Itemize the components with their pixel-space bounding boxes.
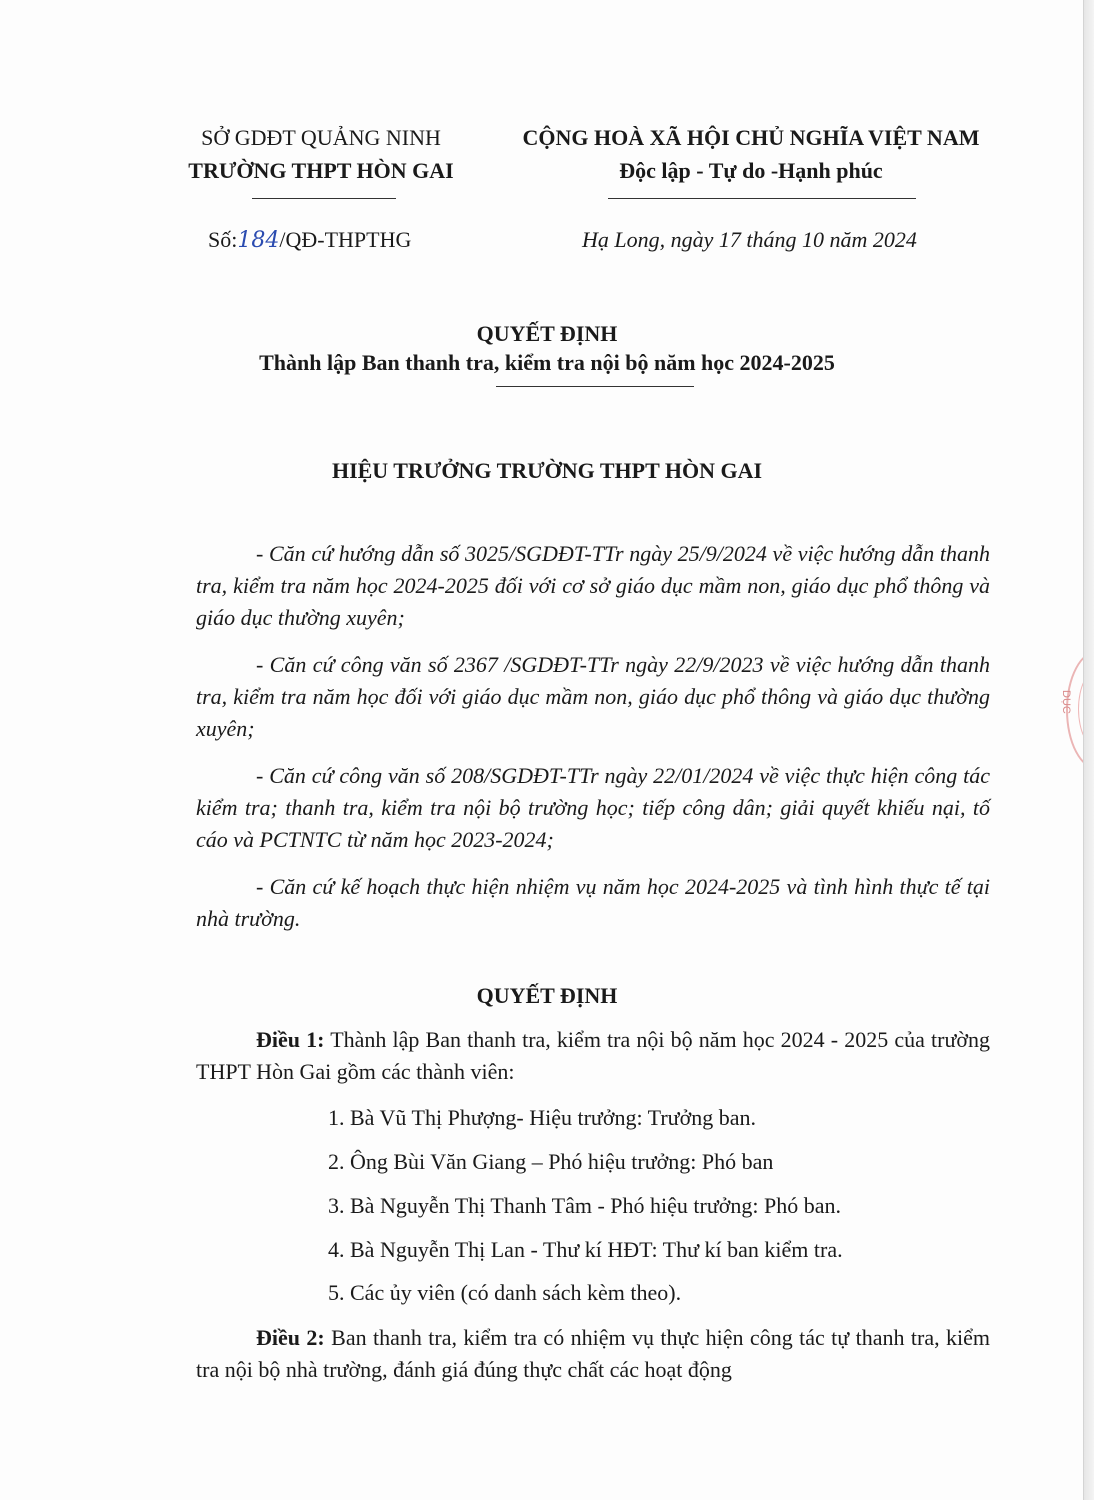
article-1 [196, 1024, 990, 1088]
document-number [208, 224, 411, 257]
article-2-text: Ban thanh tra, kiểm tra có nhiệm vụ thực hiện công tác tự thanh tra, kiểm tra nội bộ nhà trường, đánh giá đúng thực chất các hoạt động [196, 1325, 991, 1382]
member-item: 5. Các ủy viên (có danh sách kèm theo). [328, 1280, 682, 1305]
number-handwritten: 184 [237, 228, 280, 253]
member-item: 1. Bà Vũ Thị Phượng- Hiệu trưởng: Trưởng ban. [328, 1105, 756, 1130]
agency-underline [252, 198, 396, 199]
place-date: Hạ Long, ngày 17 tháng 10 năm 2024 [582, 227, 917, 252]
number-suffix: /QĐ-THPTHG [279, 227, 412, 252]
basis-3: - Căn cứ công văn số 208/SGDĐT-TTr ngày 22/01/2024 về việc thực hiện công tác kiểm tra; thanh tra, kiểm tra nội bộ trường học; tiếp công dân; giải quyết khiếu nại, tố cáo và PCTNTC từ năm học 2023-2024; [196, 763, 990, 852]
article-1-text: Thành lập Ban thanh tra, kiểm tra nội bộ năm học 2024 - 2025 của trường THPT Hòn Gai gồm các thành viên: [196, 1027, 991, 1084]
member-item: 2. Ông Bùi Văn Giang – Phó hiệu trưởng: Phó ban [328, 1149, 774, 1174]
number-prefix: Số: [208, 227, 238, 252]
nation-line-1: CỘNG HOÀ XÃ HỘI CHỦ NGHĨA VIỆT NAM [522, 125, 980, 150]
member-item: 3. Bà Nguyễn Thị Thanh Tâm - Phó hiệu trưởng: Phó ban. [328, 1193, 842, 1218]
article-1-label: Điều 1: [256, 1027, 325, 1052]
basis-4: - Căn cứ kế hoạch thực hiện nhiệm vụ năm học 2024-2025 và tình hình thực tế tại nhà trường. [196, 874, 990, 931]
agency-line-2: TRƯỜNG THPT HÒN GAI [188, 158, 454, 183]
title-heading: QUYẾT ĐỊNH [476, 321, 618, 346]
stamp-text: DỤC [1060, 690, 1072, 714]
nation-underline [608, 198, 916, 199]
title-subject: Thành lập Ban thanh tra, kiểm tra nội bộ năm học 2024-2025 [259, 350, 835, 375]
page-edge [1083, 0, 1094, 1500]
title-underline [496, 386, 694, 387]
article-2-label: Điều 2: [256, 1325, 325, 1350]
agency-line-1: SỞ GDĐT QUẢNG NINH [201, 125, 441, 150]
authority-heading: HIỆU TRƯỞNG TRƯỜNG THPT HÒN GAI [331, 458, 763, 483]
nation-line-2: Độc lập - Tự do -Hạnh phúc [619, 158, 883, 183]
basis-2: - Căn cứ công văn số 2367 /SGDĐT-TTr ngày 22/9/2023 về việc hướng dẫn thanh tra, kiểm tra năm học đối với giáo dục mầm non, giáo dục phổ thông và giáo dục thường xuyên; [196, 652, 990, 741]
article-2 [196, 1322, 990, 1386]
basis-1: - Căn cứ hướng dẫn số 3025/SGDĐT-TTr ngày 25/9/2024 về việc hướng dẫn thanh tra, kiểm tra năm học 2024-2025 đối với cơ sở giáo dục mầm non, giáo dục phổ thông và giáo dục thường xuyên; [196, 541, 990, 630]
member-item: 4. Bà Nguyễn Thị Lan - Thư kí HĐT: Thư kí ban kiểm tra. [328, 1237, 843, 1262]
decision-heading: QUYẾT ĐỊNH [476, 983, 618, 1008]
